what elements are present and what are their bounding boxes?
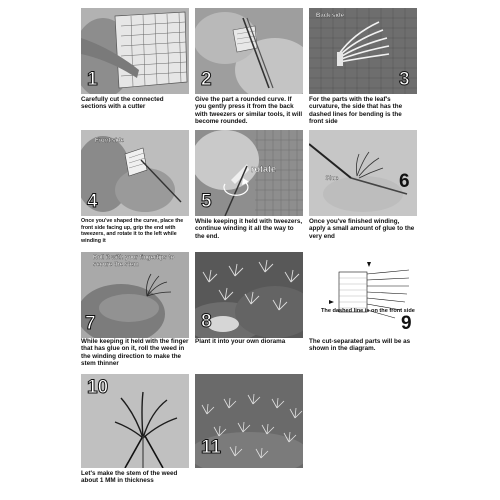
step-5-caption: While keeping it held with tweezers, continue winding it all the way to the end. (195, 218, 303, 240)
step-5-label: rotate (251, 164, 277, 174)
step-4-number: 4 (87, 191, 98, 212)
step-6-caption: Once you've finished winding, apply a small amount of glue to the very end (309, 218, 415, 240)
step-5-photo (195, 130, 303, 216)
step-10-number: 10 (87, 377, 109, 398)
step-6-photo (309, 130, 417, 216)
step-10-caption: Let's make the stem of the weed about 1 MM in thickness (81, 470, 178, 485)
step-3-caption: For the parts with the leaf's curvature, the side that has the dashed lines for bending is the front side (309, 96, 403, 126)
step-5-number: 5 (201, 191, 212, 212)
step-7-caption: While keeping it held with the finger that has glue on it, roll the weed in the winding direction to make the stem thinner (81, 338, 189, 368)
step-4-photo (81, 130, 189, 216)
step-2-number: 2 (201, 69, 212, 90)
step-9-label: The dashed line is on the front side (321, 308, 415, 314)
step-1-number: 1 (87, 69, 98, 90)
step-7-number: 7 (85, 313, 96, 334)
step-11-photo (195, 374, 303, 468)
step-6-number: 6 (399, 171, 410, 192)
step-3-number: 3 (399, 69, 410, 90)
step-3-label: Back side (316, 13, 345, 19)
step-10-photo (81, 374, 189, 468)
step-11-number: 11 (201, 437, 222, 458)
step-7-label: Roll it with your fingertips to secure the stem (93, 255, 175, 268)
step-8-photo (195, 252, 303, 338)
step-7-photo (81, 252, 189, 338)
step-1-caption: Carefully cut the connected sections with a cutter (81, 96, 164, 111)
step-8-caption: Plant it into your own diorama (195, 338, 286, 345)
step-6-label: Glue (325, 176, 339, 182)
step-3-photo (309, 8, 417, 94)
step-4-label: Front side (95, 138, 125, 144)
step-9-number: 9 (401, 313, 412, 334)
step-1-photo (81, 8, 189, 94)
step-4-caption: Once you've shaped the curve, place the front side facing up, grip the end with tweezers, and rotate it to the left while winding it (81, 218, 184, 244)
step-9-caption: The cut-separated parts will be as shown in the diagram. (309, 338, 411, 353)
step-9-diagram (309, 252, 417, 338)
step-2-caption: Give the part a rounded curve. If you gently press it from the back with tweezers or similar tools, it will become rounded. (195, 96, 303, 126)
step-2-photo (195, 8, 303, 94)
step-8-number: 8 (201, 311, 212, 332)
